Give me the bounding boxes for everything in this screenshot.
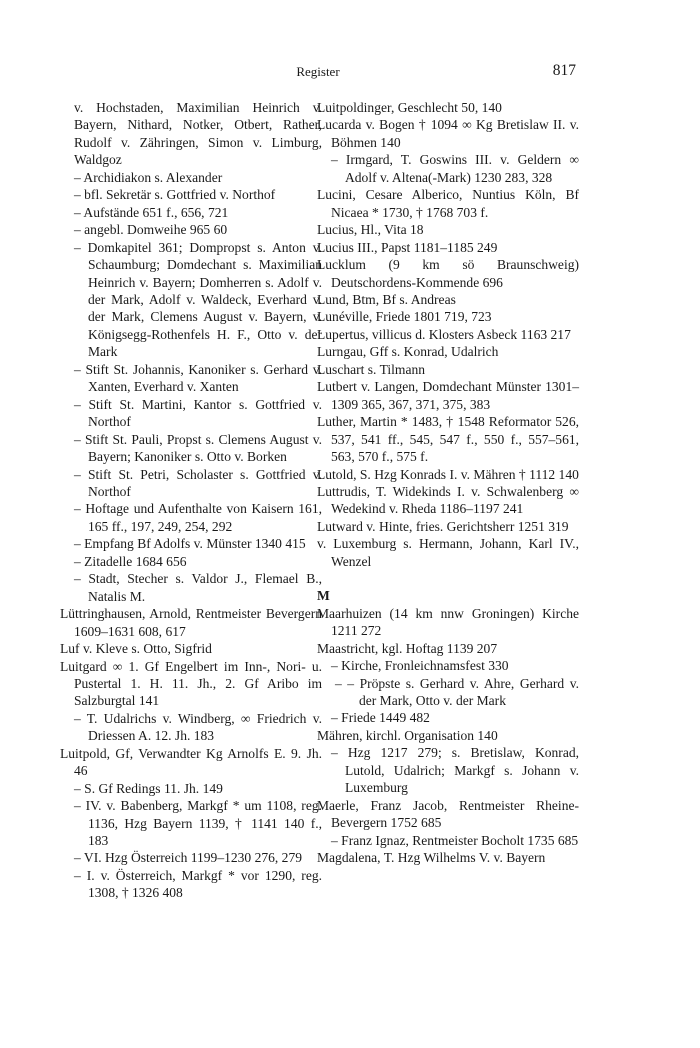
index-entry: – IV. v. Babenberg, Markgf * um 1108, reg. 1136, Hzg Bayern 1139, † 1141 140 f., 183 (74, 798, 322, 849)
running-head-title: Register (296, 64, 340, 79)
index-entry: – Aufstände 651 f., 656, 721 (74, 204, 229, 220)
index-entry: – Stift St. Martini, Kantor s. Gottfried v. Northof (74, 396, 322, 430)
index-entry: – I. v. Österreich, Markgf * vor 1290, reg. 1308, † 1326 408 (74, 867, 322, 901)
index-entry: – – Pröpste s. Gerhard v. Ahre, Gerhard v. der Mark, Otto v. der Mark (335, 675, 579, 708)
index-entry: Maarhuizen (14 km nnw Groningen) Kirche 1211 272 (317, 605, 579, 639)
index-entry: Lutbert v. Langen, Domdechant Münster 1301–1309 365, 367, 371, 375, 383 (317, 379, 579, 412)
index-entry: v. Hochstaden, Maximilian Heinrich v. Bayern, Nithard, Notker, Otbert, Rather, Rudolf v. Zähringen, Simon v. Limburg, Waldgoz (74, 100, 322, 168)
index-entry: Lucklum (9 km sö Braunschweig) Deutschordens-Kommende 696 (317, 257, 579, 290)
page-number: 817 (552, 62, 576, 79)
index-entry: Lutward v. Hinte, fries. Gerichtsherr 1251 319 (317, 518, 569, 534)
section-letter-heading: M (317, 588, 330, 604)
index-entry: Lurngau, Gff s. Konrad, Udalrich (317, 344, 499, 360)
index-entry: – Stadt, Stecher s. Valdor J., Flemael B., Natalis M. (74, 571, 322, 604)
index-entry: – angebl. Domweihe 965 60 (74, 222, 228, 238)
index-entry: Mähren, kirchl. Organisation 140 (317, 727, 498, 743)
index-column-right (317, 99, 579, 866)
index-entry: Maastricht, kgl. Hoftag 1139 207 (317, 640, 498, 656)
index-entry: Lucius III., Papst 1181–1185 249 (317, 239, 498, 255)
index-entry: v. Luxemburg s. Hermann, Johann, Karl IV., Wenzel (317, 536, 579, 569)
index-entry: – Hoftage und Aufenthalte von Kaisern 161, 165 ff., 197, 249, 254, 292 (74, 501, 322, 534)
index-entry: Lucarda v. Bogen † 1094 ∞ Kg Bretislaw II. v. Böhmen 140 (317, 117, 579, 150)
index-entry: Lüttringhausen, Arnold, Rentmeister Bevergern 1609–1631 608, 617 (60, 606, 322, 639)
index-entry: – Domkapitel 361; Dompropst s. Anton v. Schaumburg; Domdechant s. Maximilian Heinrich v. Bayern; Domherren s. Adolf v. der Mark, Adolf v. Waldeck, Everhard v. der Mark, Clemens August v. Bayern, v. Königsegg-Rothenfels H. F., Otto v. der Mark (74, 239, 322, 360)
index-entry: Magdalena, T. Hzg Wilhelms V. v. Bayern (317, 850, 546, 866)
index-entry: Lupertus, villicus d. Klosters Asbeck 1163 217 (317, 326, 571, 342)
index-entry: Lutold, S. Hzg Konrads I. v. Mähren † 1112 140 (317, 466, 579, 482)
index-entry: – Kirche, Fronleichnamsfest 330 (331, 658, 509, 674)
index-entry: – S. Gf Redings 11. Jh. 149 (74, 780, 223, 796)
index-entry: – Archidiakon s. Alexander (74, 169, 223, 185)
index-entry: – T. Udalrichs v. Windberg, ∞ Friedrich v. Driessen A. 12. Jh. 183 (74, 710, 322, 744)
index-entry: Maerle, Franz Jacob, Rentmeister Rheine-Bevergern 1752 685 (317, 797, 579, 831)
index-column-left (60, 99, 322, 902)
index-entry: Lunéville, Friede 1801 719, 723 (317, 309, 492, 325)
index-entry: Luitpold, Gf, Verwandter Kg Arnolfs E. 9. Jh. 46 (60, 745, 322, 779)
index-entry: Lucius, Hl., Vita 18 (317, 222, 424, 238)
index-entry: – Empfang Bf Adolfs v. Münster 1340 415 (74, 536, 306, 552)
index-entry: Luf v. Kleve s. Otto, Sigfrid (60, 641, 212, 657)
index-entry: Luschart s. Tilmann (317, 361, 426, 377)
index-entry: Luitpoldinger, Geschlecht 50, 140 (317, 100, 502, 115)
index-entry: – Hzg 1217 279; s. Bretislaw, Konrad, Lutold, Udalrich; Markgf s. Johann v. Luxemburg (331, 745, 579, 796)
index-entry: Luttrudis, T. Widekinds I. v. Schwalenberg ∞ Wedekind v. Rheda 1186–1197 241 (317, 483, 579, 517)
index-entry: – Stift St. Johannis, Kanoniker s. Gerhard v. Xanten, Everhard v. Xanten (74, 361, 322, 395)
index-entry: – bfl. Sekretär s. Gottfried v. Northof (74, 187, 276, 203)
index-entry: – Zitadelle 1684 656 (74, 553, 187, 569)
index-entry: – Stift St. Petri, Scholaster s. Gottfried v. Northof (74, 466, 322, 499)
index-entry: – Friede 1449 482 (331, 710, 430, 726)
index-entry: – Irmgard, T. Goswins III. v. Geldern ∞ Adolf v. Altena(-Mark) 1230 283, 328 (331, 152, 579, 185)
index-entry: – VI. Hzg Österreich 1199–1230 276, 279 (74, 850, 303, 866)
index-entry: Luther, Martin * 1483, † 1548 Reformator 526, 537, 541 ff., 545, 547 f., 550 f., 557–561, 563, 570 f., 575 f. (317, 414, 579, 465)
index-entry: Lund, Btm, Bf s. Andreas (317, 291, 456, 307)
index-entry: – Franz Ignaz, Rentmeister Bocholt 1735 685 (331, 832, 579, 848)
index-entry: Lucini, Cesare Alberico, Nuntius Köln, Bf Nicaea * 1730, † 1768 703 f. (317, 187, 579, 220)
index-entry: – Stift St. Pauli, Propst s. Clemens August v. Bayern; Kanoniker s. Otto v. Borken (74, 431, 322, 465)
running-header (60, 62, 576, 82)
index-entry: Luitgard ∞ 1. Gf Engelbert im Inn-, Nori- u. Pustertal 1. H. 11. Jh., 2. Gf Aribo im Salzburgtal 141 (60, 658, 322, 709)
